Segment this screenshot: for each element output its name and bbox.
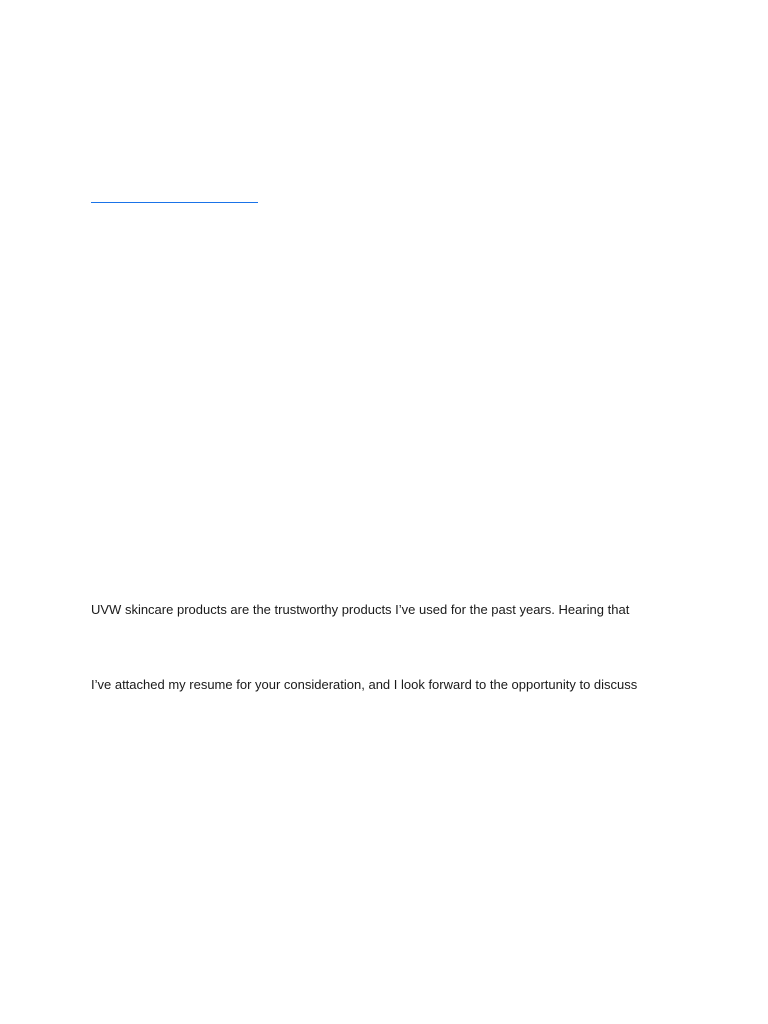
body-paragraph-products: UVW skincare products are the trustworthy products I’ve used for the past years. Hearing that — [91, 602, 630, 617]
hyperlink-underline[interactable] — [91, 202, 258, 203]
body-paragraph-resume: I’ve attached my resume for your consideration, and I look forward to the opportunity to discuss — [91, 677, 638, 692]
